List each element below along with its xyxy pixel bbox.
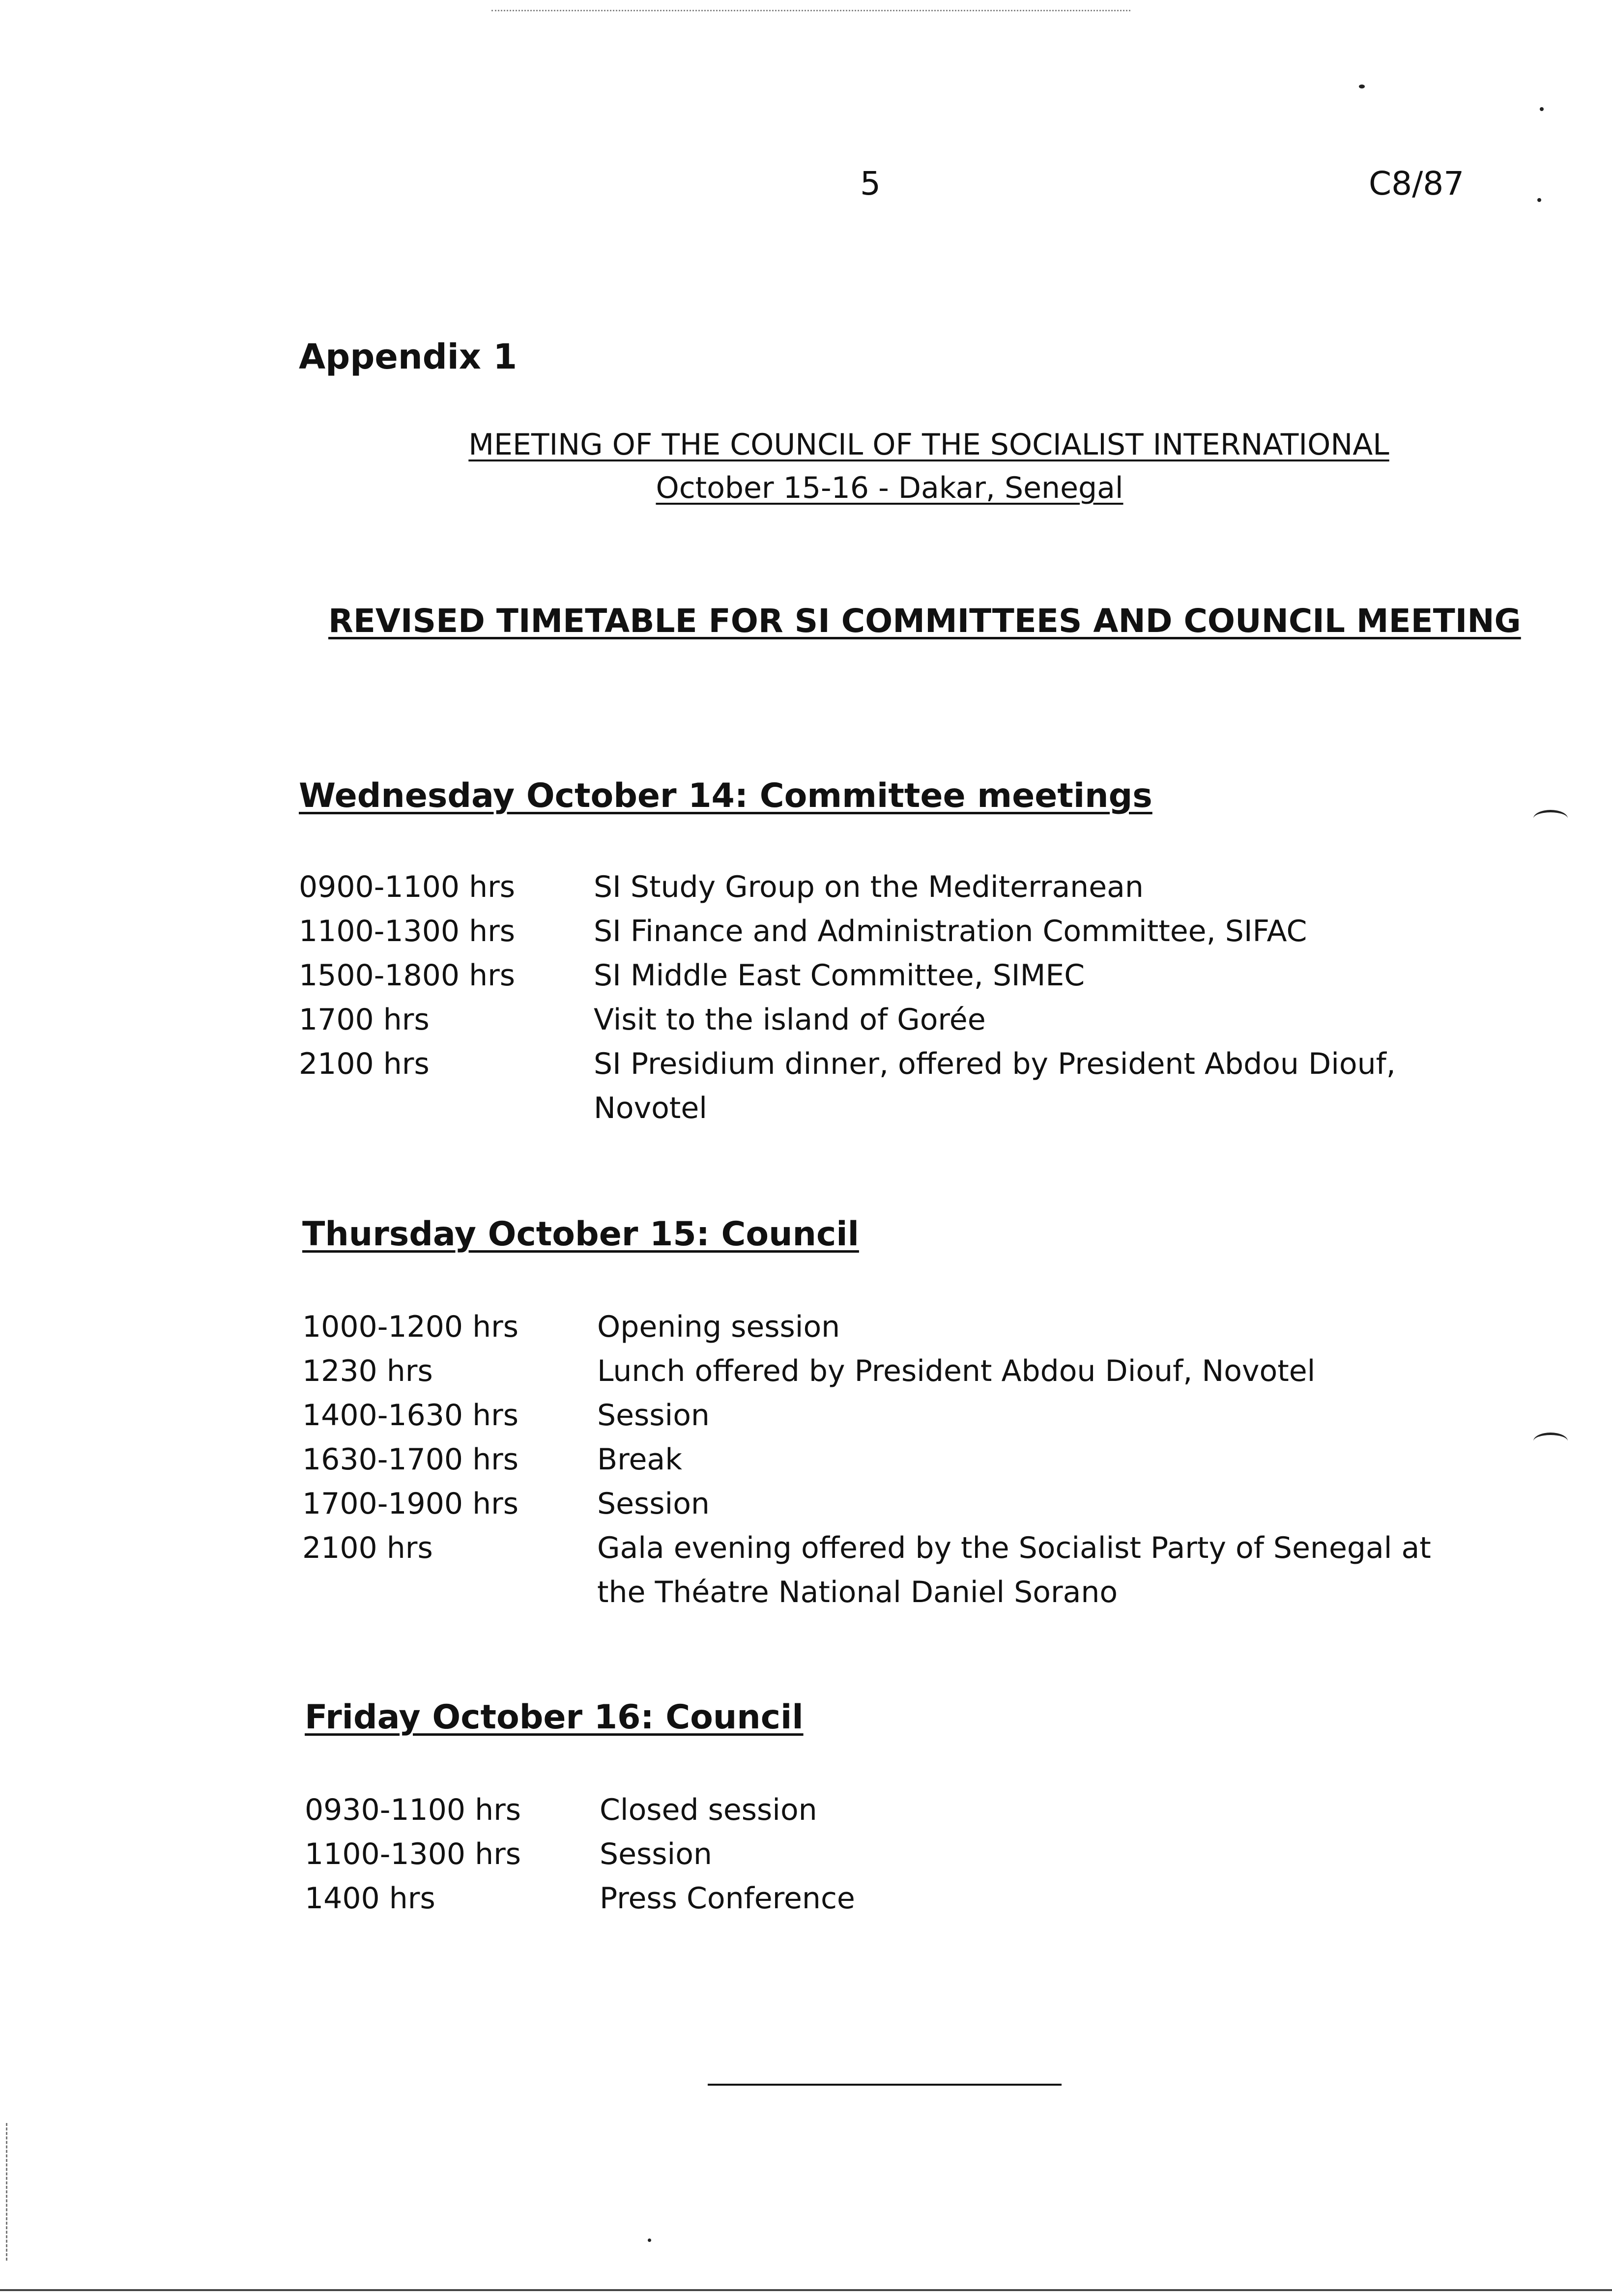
margin-mark (1533, 1433, 1568, 1450)
event-description: SI Finance and Administration Committee, SIFAC (594, 914, 1307, 948)
time-slot: 1700 hrs (299, 1003, 430, 1037)
event-description: SI Presidium dinner, offered by President Abdou Diouf, Novotel (594, 1047, 1396, 1125)
scan-speck (1359, 85, 1365, 88)
event-description: Gala evening offered by the Socialist Party of Senegal at the Théatre National Daniel Sorano (597, 1531, 1431, 1609)
event-description: SI Study Group on the Mediterranean (594, 870, 1144, 904)
schedule-row (299, 865, 1468, 909)
time-slot: 1100-1300 hrs (305, 1837, 521, 1871)
schedule-thursday (302, 1305, 1472, 1614)
time-slot: 1500-1800 hrs (299, 958, 516, 993)
time-slot: 2100 hrs (299, 1047, 430, 1081)
schedule-wednesday (299, 865, 1468, 1130)
document-reference: C8/87 (1369, 165, 1465, 202)
schedule-row (302, 1305, 1472, 1349)
event-description: Break (597, 1442, 682, 1477)
time-slot: 1100-1300 hrs (299, 914, 516, 948)
time-slot: 1400 hrs (305, 1881, 435, 1916)
schedule-friday (305, 1788, 1474, 1921)
schedule-row (305, 1876, 1474, 1921)
appendix-title: Appendix 1 (299, 337, 518, 377)
time-slot: 0930-1100 hrs (305, 1793, 521, 1827)
time-slot: 2100 hrs (302, 1531, 433, 1565)
scan-speck (648, 2239, 651, 2242)
timetable-title: REVISED TIMETABLE FOR SI COMMITTEES AND COUNCIL MEETING (328, 602, 1521, 640)
schedule-row (299, 909, 1468, 953)
scan-edge-bottom (0, 2289, 1612, 2291)
event-description: Session (597, 1487, 710, 1521)
scan-noise-top (491, 10, 1130, 11)
scan-edge-left (6, 2123, 7, 2261)
end-rule (708, 2084, 1062, 2086)
event-description: Press Conference (600, 1881, 855, 1916)
schedule-row (302, 1482, 1472, 1526)
schedule-row (299, 953, 1468, 998)
event-description: SI Middle East Committee, SIMEC (594, 958, 1085, 993)
meeting-title: MEETING OF THE COUNCIL OF THE SOCIALIST INTERNATIONAL (468, 428, 1389, 462)
event-description: Opening session (597, 1310, 840, 1344)
scan-speck (1540, 107, 1544, 111)
time-slot: 1400-1630 hrs (302, 1398, 519, 1433)
schedule-row (302, 1393, 1472, 1437)
scan-speck (1537, 198, 1541, 202)
day-heading-friday: Friday October 16: Council (305, 1698, 804, 1737)
margin-mark (1533, 810, 1568, 827)
time-slot: 0900-1100 hrs (299, 870, 516, 904)
schedule-row (302, 1437, 1472, 1482)
schedule-row (305, 1832, 1474, 1876)
event-description: Session (597, 1398, 710, 1433)
time-slot: 1700-1900 hrs (302, 1487, 519, 1521)
event-description: Closed session (600, 1793, 817, 1827)
time-slot: 1230 hrs (302, 1354, 433, 1388)
event-description: Session (600, 1837, 712, 1871)
schedule-row (302, 1526, 1472, 1614)
schedule-row (305, 1788, 1474, 1832)
event-description: Visit to the island of Gorée (594, 1003, 986, 1037)
schedule-row (299, 998, 1468, 1042)
event-description: Lunch offered by President Abdou Diouf, Novotel (597, 1354, 1316, 1388)
day-heading-thursday: Thursday October 15: Council (302, 1215, 859, 1254)
schedule-row (299, 1042, 1468, 1130)
schedule-row (302, 1349, 1472, 1393)
time-slot: 1000-1200 hrs (302, 1310, 519, 1344)
page-number: 5 (860, 165, 881, 202)
time-slot: 1630-1700 hrs (302, 1442, 519, 1477)
day-heading-wednesday: Wednesday October 14: Committee meetings (299, 776, 1152, 815)
meeting-dates-location: October 15-16 - Dakar, Senegal (656, 471, 1123, 505)
